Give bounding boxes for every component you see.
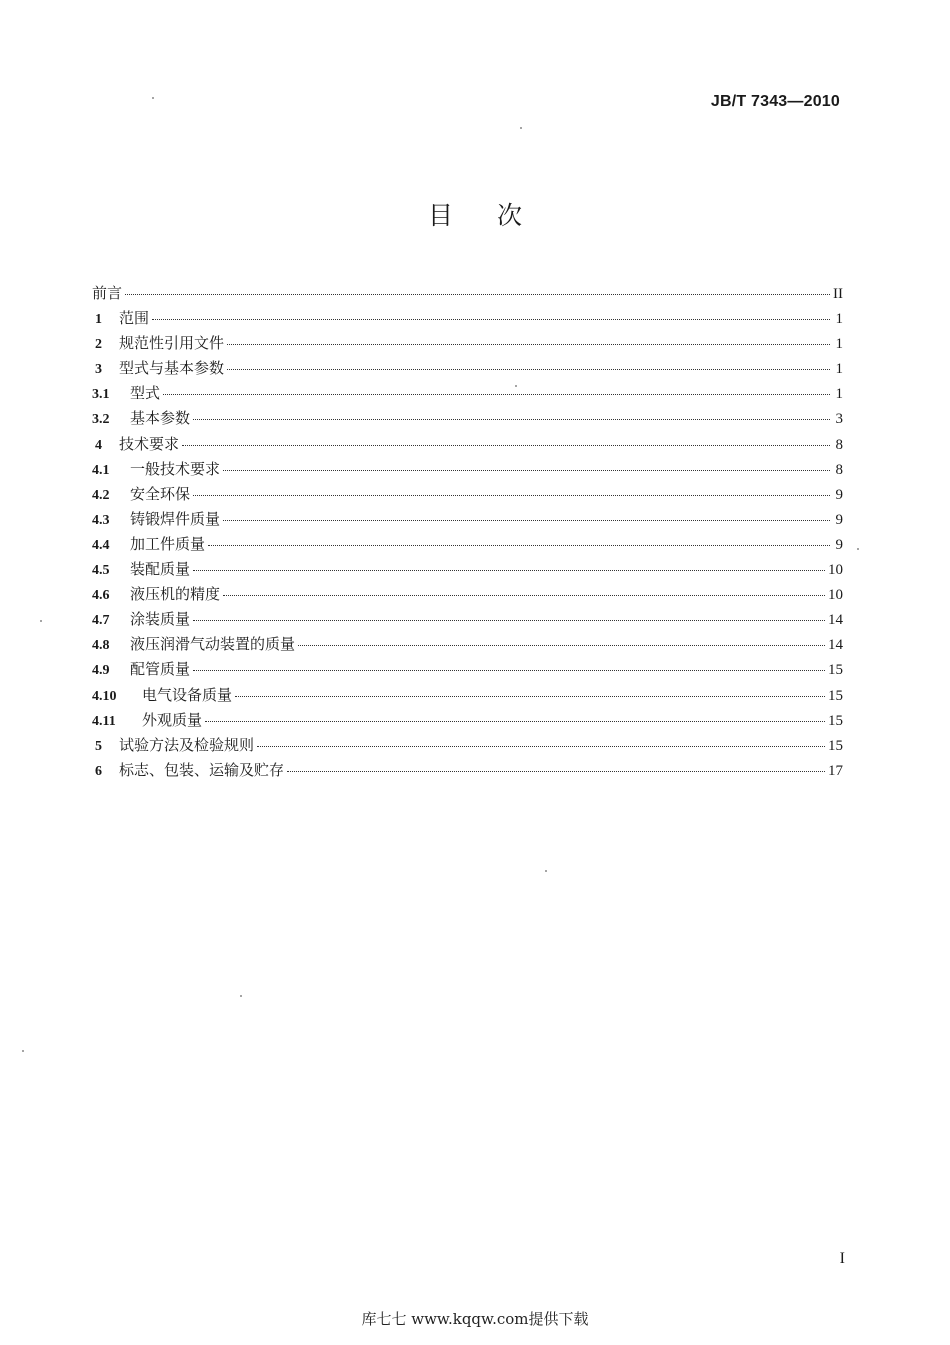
toc-entry-number: 4.4 bbox=[92, 537, 110, 553]
standard-number: JB/T 7343—2010 bbox=[710, 93, 840, 110]
toc-dot-leader bbox=[227, 369, 830, 370]
toc-dot-leader bbox=[125, 294, 830, 295]
toc-dot-leader bbox=[152, 319, 830, 320]
toc-entry-page: 1 bbox=[835, 336, 843, 353]
toc-entry[interactable] bbox=[92, 734, 843, 759]
toc-dot-leader bbox=[193, 419, 830, 420]
toc-entry[interactable] bbox=[92, 307, 843, 332]
toc-dot-leader bbox=[223, 470, 830, 471]
toc-dot-leader bbox=[208, 545, 830, 546]
toc-entry-label: 型式与基本参数 bbox=[119, 359, 225, 378]
toc-entry-label: 涂装质量 bbox=[130, 610, 191, 629]
toc-entry-page: 3 bbox=[835, 411, 843, 428]
toc-dot-leader bbox=[223, 520, 830, 521]
toc-entry[interactable] bbox=[92, 583, 843, 608]
toc-entry-label: 配管质量 bbox=[130, 660, 191, 679]
toc-entry[interactable] bbox=[92, 558, 843, 583]
scan-speck bbox=[240, 995, 242, 997]
toc-entry-number: 4.6 bbox=[92, 588, 110, 604]
toc-entry-page: 10 bbox=[828, 587, 843, 604]
toc-entry-page: 15 bbox=[828, 687, 843, 704]
toc-entry-number: 4.7 bbox=[92, 613, 110, 629]
toc-entry-number: 4.1 bbox=[92, 462, 110, 478]
toc-entry-page: 1 bbox=[835, 386, 843, 403]
toc-entry-page: 14 bbox=[828, 612, 843, 629]
scan-speck bbox=[857, 548, 859, 550]
toc-entry-label: 电气设备质量 bbox=[142, 685, 233, 704]
toc-entry[interactable] bbox=[92, 407, 843, 432]
toc-entry[interactable] bbox=[92, 658, 843, 683]
toc-entry-label: 液压机的精度 bbox=[130, 585, 221, 604]
toc-entry[interactable] bbox=[92, 282, 843, 307]
toc-entry-number: 3 bbox=[95, 362, 102, 378]
toc-entry[interactable] bbox=[92, 684, 843, 709]
toc-entry-label: 安全环保 bbox=[130, 484, 191, 503]
toc-dot-leader bbox=[227, 344, 830, 345]
scan-speck bbox=[545, 870, 547, 872]
toc-entry-page: 15 bbox=[828, 737, 843, 754]
toc-entry-number: 6 bbox=[95, 763, 102, 779]
toc-entry-number: 4.11 bbox=[92, 713, 116, 729]
toc-entry[interactable] bbox=[92, 357, 843, 382]
toc-entry-page: 9 bbox=[835, 536, 843, 553]
page-number: I bbox=[839, 1250, 845, 1267]
toc-entry-page: 17 bbox=[828, 762, 843, 779]
toc-entry[interactable] bbox=[92, 382, 843, 407]
toc-entry-page: 1 bbox=[835, 311, 843, 328]
toc-title bbox=[0, 196, 950, 232]
toc-entry[interactable] bbox=[92, 759, 843, 784]
toc-dot-leader bbox=[223, 595, 825, 596]
toc-entry-page: 15 bbox=[828, 662, 843, 679]
toc-dot-leader bbox=[193, 570, 825, 571]
toc-entry[interactable] bbox=[92, 508, 843, 533]
toc-dot-leader bbox=[182, 445, 830, 446]
footer-download-note: 库七七 www.kqqw.com提供下载 bbox=[361, 1310, 589, 1328]
toc-entry-label: 标志、包装、运输及贮存 bbox=[119, 760, 285, 779]
toc-entry-page: 8 bbox=[835, 461, 843, 478]
toc-entry-label: 液压润滑气动装置的质量 bbox=[130, 635, 296, 654]
toc-entry[interactable] bbox=[92, 332, 843, 357]
toc-entry-label: 型式 bbox=[130, 384, 161, 403]
toc-entry-number: 3.1 bbox=[92, 387, 110, 403]
toc-entry-number: 1 bbox=[95, 312, 102, 328]
toc-entry-label: 铸锻焊件质量 bbox=[130, 509, 221, 528]
toc-dot-leader bbox=[257, 746, 825, 747]
toc-entry-page: 14 bbox=[828, 637, 843, 654]
toc-entry-number: 2 bbox=[95, 337, 102, 353]
table-of-contents bbox=[92, 282, 843, 784]
toc-entry[interactable] bbox=[92, 458, 843, 483]
toc-entry[interactable] bbox=[92, 433, 843, 458]
toc-entry-number: 5 bbox=[95, 738, 102, 754]
toc-dot-leader bbox=[193, 670, 825, 671]
toc-entry-page: 9 bbox=[835, 486, 843, 503]
toc-entry-label: 加工件质量 bbox=[130, 534, 206, 553]
toc-title-left: 目 bbox=[427, 201, 453, 230]
toc-entry-number: 4.9 bbox=[92, 663, 110, 679]
toc-dot-leader bbox=[193, 495, 830, 496]
toc-entry[interactable] bbox=[92, 709, 843, 734]
toc-entry-page: 15 bbox=[828, 712, 843, 729]
toc-entry-label: 技术要求 bbox=[119, 434, 180, 453]
toc-dot-leader bbox=[298, 645, 825, 646]
toc-entry-page: 9 bbox=[835, 511, 843, 528]
toc-dot-leader bbox=[287, 771, 825, 772]
scan-speck bbox=[152, 97, 154, 99]
toc-entry-page: 8 bbox=[835, 436, 843, 453]
toc-dot-leader bbox=[205, 721, 825, 722]
scan-speck bbox=[520, 127, 522, 129]
toc-entry-label: 外观质量 bbox=[142, 710, 203, 729]
scan-speck bbox=[515, 385, 517, 387]
toc-dot-leader bbox=[235, 696, 825, 697]
toc-entry-label: 前言 bbox=[92, 284, 123, 302]
toc-entry-number: 4 bbox=[95, 437, 102, 453]
toc-entry[interactable] bbox=[92, 533, 843, 558]
toc-entry-number: 3.2 bbox=[92, 412, 110, 428]
toc-entry-page: II bbox=[833, 286, 843, 302]
toc-entry-number: 4.2 bbox=[92, 487, 110, 503]
toc-entry[interactable] bbox=[92, 608, 843, 633]
toc-entry[interactable] bbox=[92, 633, 843, 658]
toc-entry-label: 装配质量 bbox=[130, 560, 191, 579]
toc-entry-page: 1 bbox=[835, 361, 843, 378]
scan-speck bbox=[22, 1050, 24, 1052]
toc-entry-number: 4.8 bbox=[92, 638, 110, 654]
scan-speck bbox=[40, 620, 42, 622]
toc-entry-label: 规范性引用文件 bbox=[119, 334, 225, 353]
toc-entry-number: 4.3 bbox=[92, 512, 110, 528]
toc-entry-label: 基本参数 bbox=[130, 409, 191, 428]
toc-entry-label: 一般技术要求 bbox=[130, 459, 221, 478]
toc-entry-number: 4.10 bbox=[92, 688, 117, 704]
toc-entry[interactable] bbox=[92, 483, 843, 508]
toc-entry-label: 试验方法及检验规则 bbox=[119, 735, 255, 754]
toc-entry-label: 范围 bbox=[119, 309, 150, 328]
toc-entry-page: 10 bbox=[828, 562, 843, 579]
toc-dot-leader bbox=[163, 394, 830, 395]
toc-entry-number: 4.5 bbox=[92, 563, 110, 579]
toc-dot-leader bbox=[193, 620, 825, 621]
toc-title-right: 次 bbox=[497, 201, 523, 230]
